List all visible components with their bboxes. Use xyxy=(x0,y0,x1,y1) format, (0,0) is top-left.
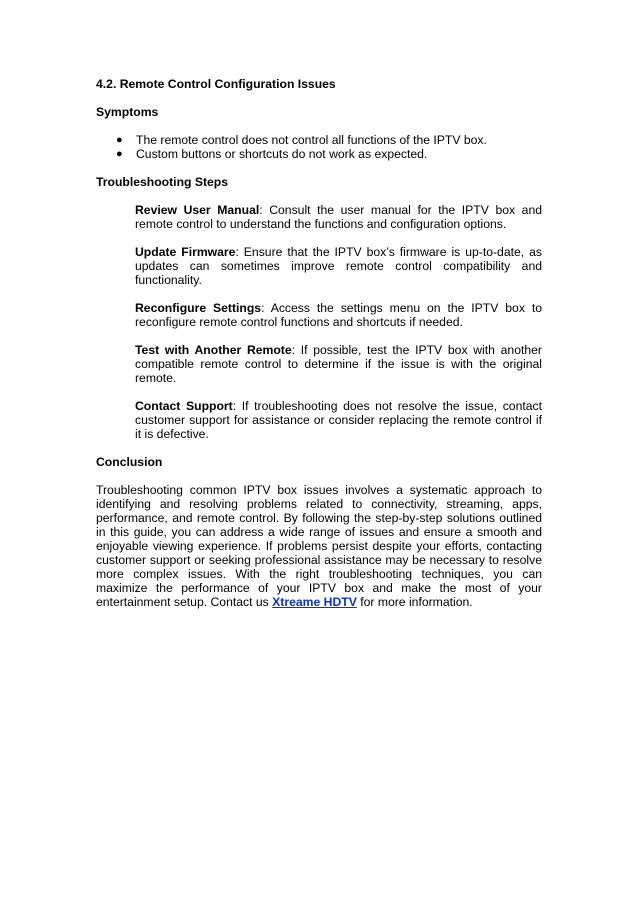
step-text: : Ensure that the IPTV box’s firmware is up-to-date, as updates can sometimes improve remote control compatibility and functionality. xyxy=(135,245,542,287)
step-title: Test with Another Remote xyxy=(135,343,292,357)
symptom-text: The remote control does not control all functions of the IPTV box. xyxy=(136,133,487,147)
section-title: 4.2. Remote Control Configuration Issues xyxy=(96,77,336,91)
conclusion-paragraph xyxy=(96,483,542,609)
list-item xyxy=(96,147,542,161)
page-content xyxy=(96,77,542,609)
conclusion-heading: Conclusion xyxy=(96,455,163,469)
bullet-icon: ● xyxy=(116,134,123,146)
step-update-firmware xyxy=(135,245,542,287)
troubleshooting-steps xyxy=(135,203,542,441)
symptoms-list xyxy=(96,133,542,161)
conclusion-text-end: for more information. xyxy=(356,595,473,609)
bullet-icon: ● xyxy=(116,148,123,160)
symptoms-heading: Symptoms xyxy=(96,105,159,119)
conclusion-text: Troubleshooting common IPTV box issues involves a systematic approach to identifying and resolving problems related to connectivity, streaming, apps, performance, and remote control. By following the step-by-step solutions outlined in this guide, you can address a wide range of issues and ensure a smooth and enjoyable viewing experience. If problems persist despite your efforts, contacting customer support or seeking professional assistance may be necessary to resolve more complex issues. With the right troubleshooting techniques, you can maximize the performance of your IPTV box and make the most of your entertainment setup. Contact us xyxy=(96,483,542,609)
xtreame-hdtv-link[interactable]: Xtreame HDTV xyxy=(272,595,357,609)
step-title: Update Firmware xyxy=(135,245,236,259)
troubleshooting-heading: Troubleshooting Steps xyxy=(96,175,229,189)
step-text: : If possible, test the IPTV box with another compatible remote control to determine if the issue is with the original remote. xyxy=(135,343,542,385)
step-test-another-remote xyxy=(135,343,542,385)
step-text: : If troubleshooting does not resolve the issue, contact customer support for assistance or consider replacing the remote control if it is defective. xyxy=(135,399,542,441)
step-review-user-manual xyxy=(135,203,542,231)
step-title: Review User Manual xyxy=(135,203,260,217)
list-item xyxy=(96,133,542,147)
step-contact-support xyxy=(135,399,542,441)
step-reconfigure-settings xyxy=(135,301,542,329)
step-title: Reconfigure Settings xyxy=(135,301,262,315)
symptom-text: Custom buttons or shortcuts do not work as expected. xyxy=(136,147,428,161)
step-title: Contact Support xyxy=(135,399,233,413)
step-text: : Access the settings menu on the IPTV box to reconfigure remote control functions and shortcuts if needed. xyxy=(135,301,542,329)
step-text: : Consult the user manual for the IPTV box and remote control to understand the functions and configuration options. xyxy=(135,203,543,231)
